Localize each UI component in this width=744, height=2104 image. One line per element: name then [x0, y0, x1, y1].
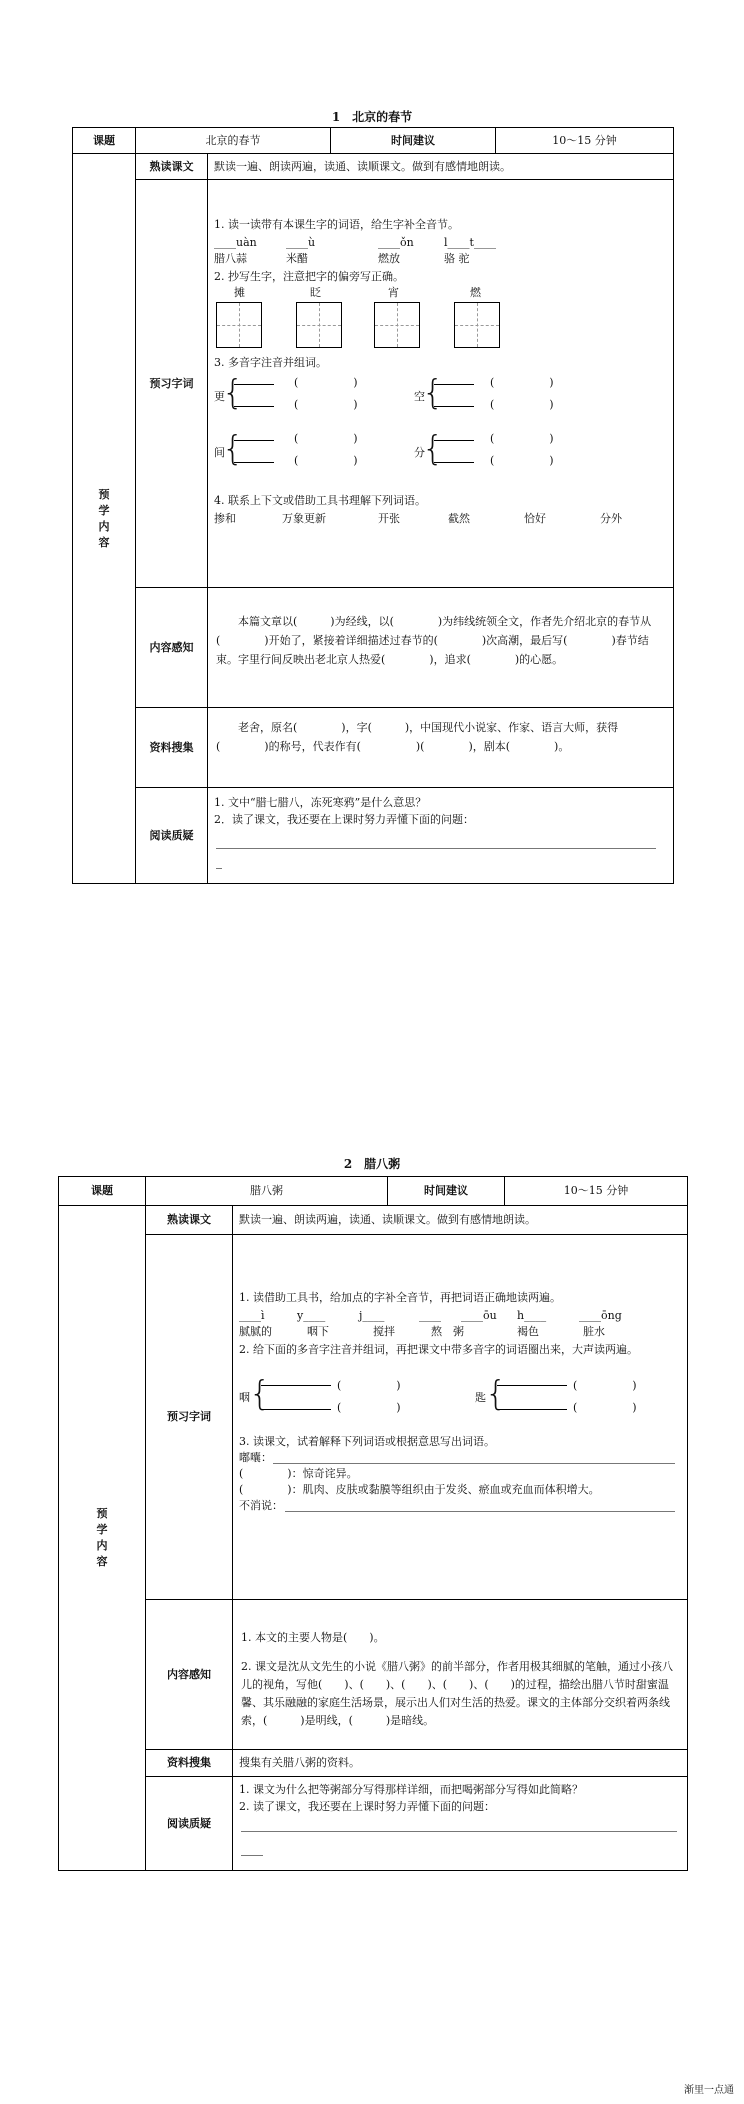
- preview-content: [208, 180, 674, 588]
- answer-line[interactable]: [497, 1409, 567, 1410]
- poly-char: 匙: [475, 1391, 486, 1404]
- preview-q4: 4. 联系上下文或借助工具书理解下列词语。: [214, 494, 426, 507]
- lesson1-worksheet: [72, 127, 674, 884]
- preview-label: 预习字词: [136, 180, 208, 588]
- answer-line[interactable]: [434, 440, 474, 441]
- answer-line[interactable]: [434, 384, 474, 385]
- answer-paren[interactable]: ( ): [294, 398, 358, 411]
- answer-line[interactable]: [434, 406, 474, 407]
- pinyin-blank: j____: [359, 1309, 385, 1322]
- time-value: 10～15 分钟: [505, 1177, 688, 1206]
- term: 万象更新: [282, 512, 326, 525]
- brace-icon: {: [422, 373, 444, 413]
- reading-text: 默读一遍、朗读两遍，读通、读顺课文。做到有感情地朗读。: [233, 1206, 688, 1235]
- pinyin-blank: ____ǒn: [378, 236, 414, 249]
- vocab-word: 腊八蒜: [214, 252, 247, 265]
- feel-label: 内容感知: [146, 1600, 233, 1750]
- writing-grid[interactable]: [374, 302, 420, 348]
- copy-char: 眨: [310, 286, 321, 299]
- answer-line[interactable]: [234, 440, 274, 441]
- answer-line[interactable]: [434, 462, 474, 463]
- vocab-word: 熬 粥: [431, 1325, 464, 1338]
- answer-line[interactable]: [273, 1463, 675, 1464]
- vocab-word: 燃放: [378, 252, 400, 265]
- copy-char: 燃: [470, 286, 481, 299]
- term: 掺和: [214, 512, 236, 525]
- term-4: 不消说：: [239, 1499, 283, 1512]
- vocab-word: 脏水: [583, 1325, 605, 1338]
- question-label: 阅读质疑: [136, 788, 208, 884]
- pinyin-blank: l____t____: [444, 236, 496, 249]
- reading-label: 熟读课文: [146, 1206, 233, 1235]
- pinyin-blank: ____ōng: [579, 1309, 622, 1322]
- pinyin-blank: y____: [297, 1309, 326, 1322]
- preview-q2: 2. 给下面的多音字注音并组词，再把课文中带多音字的词语圈出来，大声读两遍。: [239, 1343, 638, 1356]
- brace-icon: {: [222, 373, 244, 413]
- reading-text: 默读一遍、朗读两遍，读通、读顺课文。做到有感情地朗读。: [208, 154, 674, 180]
- footer-brand: 渐里一点通: [684, 2085, 734, 2096]
- answer-paren[interactable]: ( ): [337, 1379, 401, 1392]
- feel-q2: 2. 课文是沈从文先生的小说《腊八粥》的前半部分，作者用极其细腻的笔触，通过小孩八儿的视角，写他( )、( )、( )、( )、( )的过程，描绘出腊八节时甜蜜温馨、其乐融融的家庭生活场景，展示出人们对生活的热爱。课文的主体部分交织着两条线索，( )是明线，( )是暗线。: [241, 1660, 673, 1727]
- side-label: 预学内容: [73, 154, 136, 884]
- term: 分外: [600, 512, 622, 525]
- poly-char: 空: [414, 390, 425, 403]
- lesson2-title: 2 腊八粥: [343, 1157, 401, 1171]
- term: 截然: [448, 512, 470, 525]
- feel-text: 本篇文章以( )为经线，以( )为纬线统领全文，作者先介绍北京的春节从( )开始了，紧接着详细描述过春节的( )次高潮，最后写( )春节结束。字里行间反映出老北京人热爱( )，追求( )的心愿。: [208, 588, 674, 708]
- question-q1: 1. 课文为什么把等粥部分写得那样详细，而把喝粥部分写得如此简略？: [239, 1783, 583, 1796]
- question-content: [208, 788, 674, 884]
- answer-paren[interactable]: ( ): [490, 398, 554, 411]
- feel-label: 内容感知: [136, 588, 208, 708]
- side-label: 预学内容: [59, 1206, 146, 1871]
- answer-paren[interactable]: ( ): [294, 454, 358, 467]
- pinyin-blank: ____ù: [286, 236, 316, 249]
- question-q2: 2. 读了课文，我还要在上课时努力弄懂下面的问题：: [239, 1800, 495, 1813]
- pinyin-blank: ____: [419, 1309, 441, 1322]
- vocab-word: 褐色: [517, 1325, 539, 1338]
- answer-paren[interactable]: ( ): [490, 376, 554, 389]
- pinyin-blank: ____ōu: [461, 1309, 497, 1322]
- answer-paren[interactable]: ( ): [573, 1401, 637, 1414]
- answer-paren[interactable]: ( ): [490, 454, 554, 467]
- answer-line[interactable]: [241, 1855, 263, 1856]
- pinyin-blank: h____: [517, 1309, 547, 1322]
- question-q1: 1. 文中“腊七腊八，冻死寒鸦”是什么意思？: [214, 796, 427, 809]
- answer-line[interactable]: [285, 1511, 675, 1512]
- pinyin-blank: ____uàn: [214, 236, 257, 249]
- lesson2-worksheet: [58, 1176, 688, 1871]
- answer-paren[interactable]: ( ): [490, 432, 554, 445]
- question-label: 阅读质疑: [146, 1777, 233, 1871]
- writing-grid[interactable]: [296, 302, 342, 348]
- topic-value: 北京的春节: [136, 128, 331, 154]
- poly-char: 间: [214, 446, 225, 459]
- answer-paren[interactable]: ( ): [294, 432, 358, 445]
- preview-content: [233, 1235, 688, 1600]
- copy-char: 摊: [234, 286, 245, 299]
- writing-grid[interactable]: [216, 302, 262, 348]
- question-q2: 2．读了课文，我还要在上课时努力弄懂下面的问题：: [214, 813, 474, 826]
- preview-q1: 1. 读一读带有本课生字的词语，给生字补全音节。: [214, 218, 459, 231]
- brace-icon: {: [222, 429, 244, 469]
- term: 开张: [378, 512, 400, 525]
- poly-char: 咽: [239, 1391, 250, 1404]
- collect-text: 老舍，原名( )，字( )，中国现代小说家、作家、语言大师，获得( )的称号，代表作有( )( )，剧本( )。: [208, 708, 674, 788]
- copy-char: 宵: [388, 286, 399, 299]
- answer-paren[interactable]: ( ): [294, 376, 358, 389]
- topic-label: 课题: [73, 128, 136, 154]
- time-label: 时间建议: [388, 1177, 505, 1206]
- answer-paren[interactable]: ( ): [573, 1379, 637, 1392]
- preview-q1: 1. 读借助工具书，给加点的字补全音节，再把词语正确地读两遍。: [239, 1291, 561, 1304]
- answer-line[interactable]: [261, 1385, 331, 1386]
- preview-q3: 3. 多音字注音并组词。: [214, 356, 327, 369]
- vocab-word: 咽下: [307, 1325, 329, 1338]
- answer-line[interactable]: [216, 848, 656, 849]
- vocab-word: 米醋: [286, 252, 308, 265]
- brace-icon: {: [249, 1374, 271, 1414]
- topic-label: 课题: [59, 1177, 146, 1206]
- preview-label: 预习字词: [146, 1235, 233, 1600]
- question-content: [233, 1777, 688, 1871]
- topic-value: 腊八粥: [146, 1177, 388, 1206]
- preview-q2: 2. 抄写生字，注意把字的偏旁写正确。: [214, 270, 404, 283]
- preview-q3: 3. 读课文，试着解释下列词语或根据意思写出词语。: [239, 1435, 495, 1448]
- vocab-word: 腻腻的: [239, 1325, 272, 1338]
- answer-line[interactable]: [234, 384, 274, 385]
- collect-label: 资料搜集: [146, 1750, 233, 1777]
- reading-label: 熟读课文: [136, 154, 208, 180]
- term-3: ( )：肌肉、皮肤或黏膜等组织由于发炎、瘀血或充血而体积增大。: [239, 1483, 600, 1496]
- term: 恰好: [524, 512, 546, 525]
- collect-label: 资料搜集: [136, 708, 208, 788]
- answer-line[interactable]: [241, 1831, 677, 1832]
- answer-line[interactable]: [261, 1409, 331, 1410]
- answer-line[interactable]: [497, 1385, 567, 1386]
- lesson1-title: 1 北京的春节: [331, 110, 413, 124]
- time-label: 时间建议: [331, 128, 496, 154]
- answer-line[interactable]: [234, 406, 274, 407]
- vocab-word: 骆 驼: [444, 252, 470, 265]
- collect-text: 搜集有关腊八粥的资料。: [233, 1750, 688, 1777]
- time-value: 10～15 分钟: [496, 128, 674, 154]
- brace-icon: {: [422, 429, 444, 469]
- poly-char: 分: [414, 446, 425, 459]
- answer-line[interactable]: [234, 462, 274, 463]
- poly-char: 更: [214, 390, 225, 403]
- brace-icon: {: [485, 1374, 507, 1414]
- term-1: 嘟囔：: [239, 1451, 272, 1464]
- pinyin-blank: ____ì: [239, 1309, 265, 1322]
- feel-q1: 1. 本文的主要人物是( )。: [241, 1631, 385, 1644]
- vocab-word: 搅拌: [373, 1325, 395, 1338]
- feel-content: [233, 1600, 688, 1750]
- writing-grid[interactable]: [454, 302, 500, 348]
- term-2: ( )：惊奇诧异。: [239, 1467, 358, 1480]
- answer-paren[interactable]: ( ): [337, 1401, 401, 1414]
- answer-line[interactable]: [216, 868, 222, 869]
